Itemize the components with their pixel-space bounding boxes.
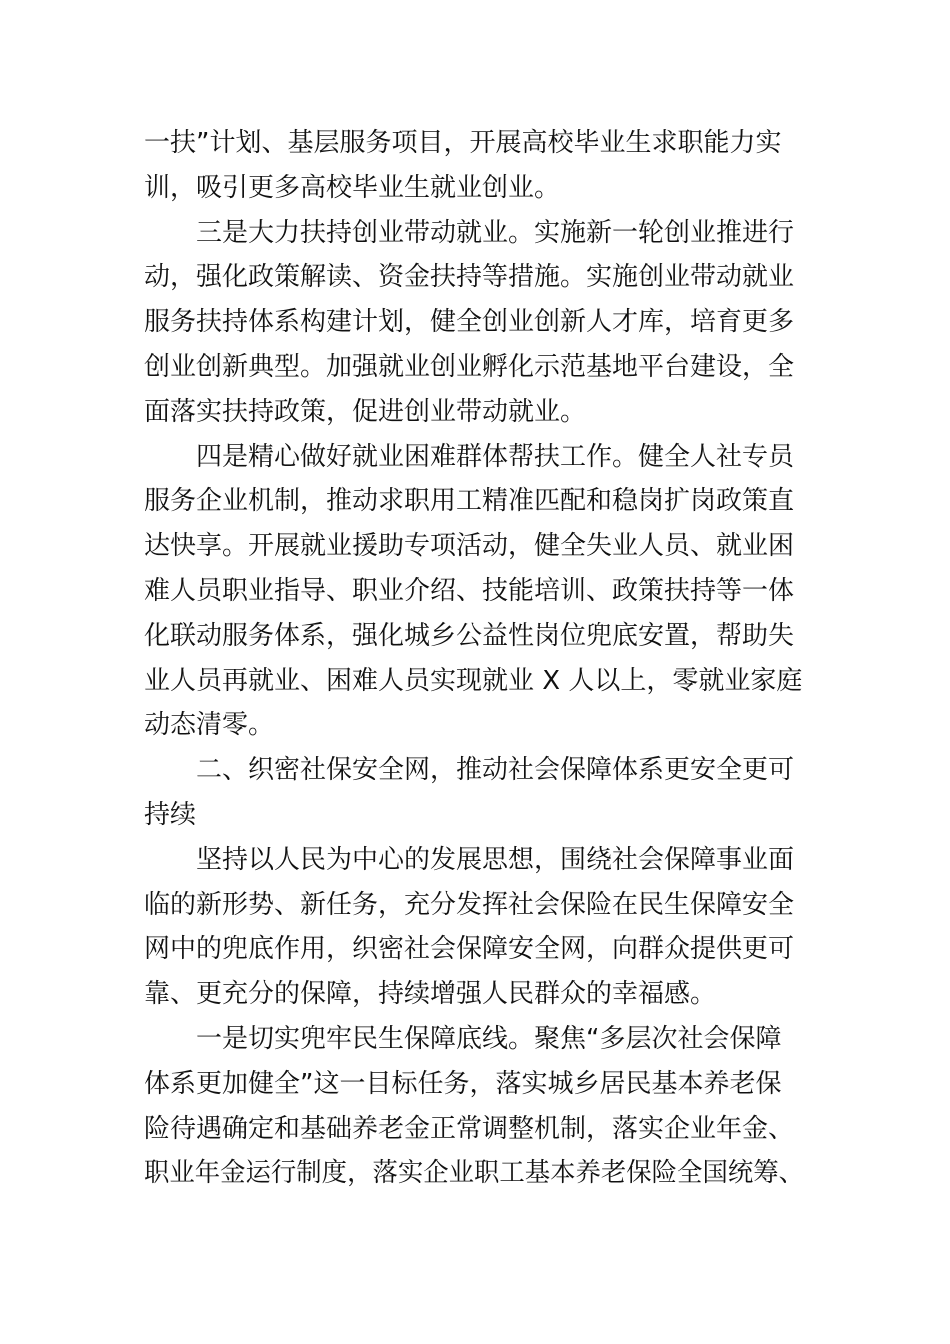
text-line: 服务企业机制，推动求职用工精准匹配和稳岗扩岗政策直 [144, 486, 795, 517]
text-line: 坚持以人民为中心的发展思想，围绕社会保障事业面 [196, 844, 795, 875]
text-line: 靠、更充分的保障，持续增强人民群众的幸福感。 [144, 979, 717, 1010]
text-line: 四是精心做好就业困难群体帮扶工作。健全人社专员 [196, 441, 795, 472]
document-body [144, 121, 804, 1196]
text-line: 一是切实兜牢民生保障底线。聚焦“多层次社会保障 [196, 1023, 782, 1054]
text-line: 训，吸引更多高校毕业生就业创业。 [144, 172, 561, 203]
text-line: 业人员再就业、困难人员实现就业 X 人以上，零就业家庭 [144, 665, 803, 696]
text-line: 达快享。开展就业援助专项活动，健全失业人员、就业困 [144, 531, 795, 562]
text-line: 难人员职业指导、职业介绍、技能培训、政策扶持等一体 [144, 575, 795, 606]
text-line: 化联动服务体系，强化城乡公益性岗位兜底安置，帮助失 [144, 620, 795, 651]
text-line: 一扶”计划、基层服务项目，开展高校毕业生求职能力实 [144, 128, 782, 158]
text-line: 面落实扶持政策，促进创业带动就业。 [144, 396, 587, 427]
text-line: 网中的兜底作用，织密社会保障安全网，向群众提供更可 [144, 934, 795, 965]
text-line: 创业创新典型。加强就业创业孵化示范基地平台建设，全 [144, 351, 795, 382]
text-line: 持续 [144, 799, 197, 830]
text-line: 职业年金运行制度，落实企业职工基本养老保险全国统筹、 [144, 1158, 804, 1189]
text-line: 动态清零。 [144, 710, 275, 741]
text-line: 服务扶持体系构建计划，健全创业创新人才库，培育更多 [144, 307, 795, 338]
text-line: 二、织密社保安全网，推动社会保障体系更安全更可 [196, 755, 795, 786]
text-line: 动，强化政策解读、资金扶持等措施。实施创业带动就业 [144, 262, 795, 293]
text-line: 临的新形势、新任务，充分发挥社会保险在民生保障安全 [144, 889, 795, 920]
text-line: 三是大力扶持创业带动就业。实施新一轮创业推进行 [196, 217, 795, 248]
text-line: 险待遇确定和基础养老金正常调整机制，落实企业年金、 [144, 1113, 795, 1144]
text-line: 体系更加健全”这一目标任务，落实城乡居民基本养老保 [144, 1068, 782, 1099]
